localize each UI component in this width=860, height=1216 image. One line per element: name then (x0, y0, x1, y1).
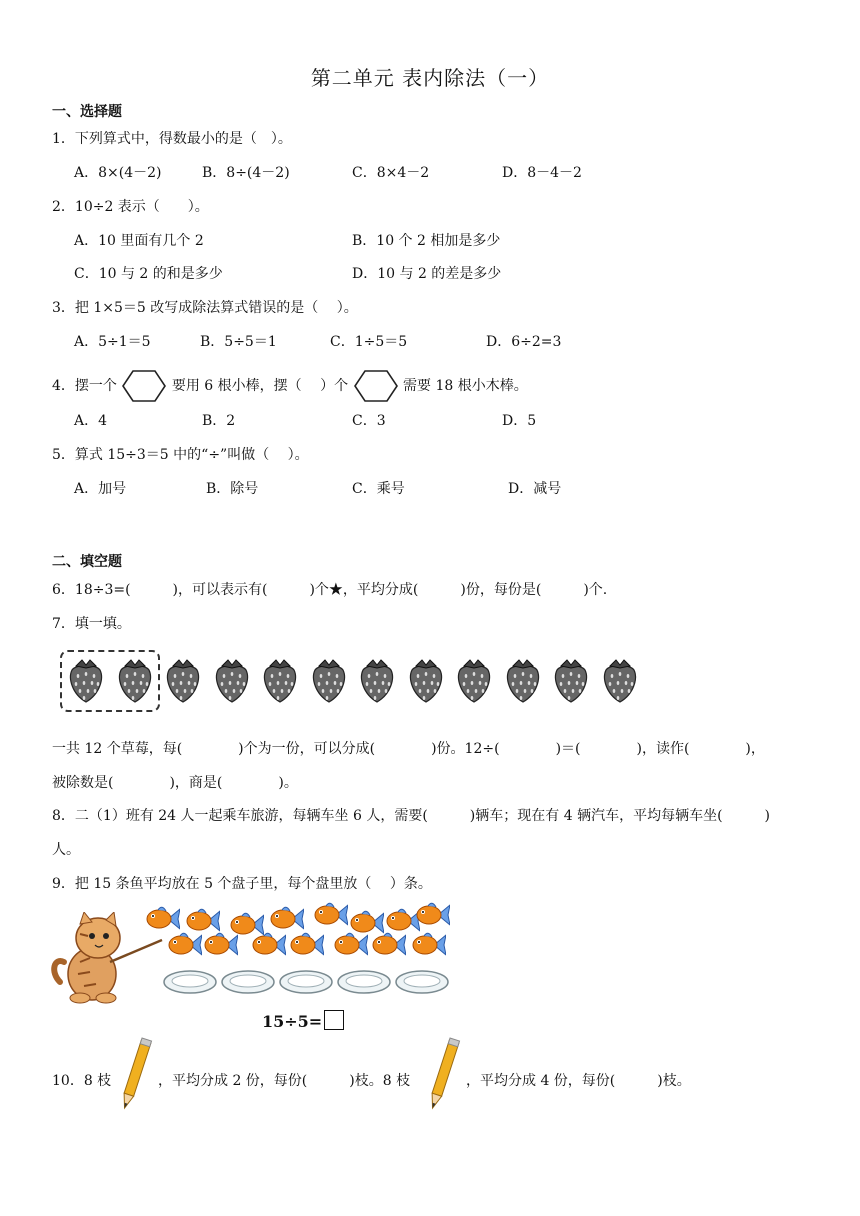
goldfish-icon (416, 900, 450, 930)
question-8-line-1: 8．二（1）班有 24 人一起乘车旅游，每辆车坐 6 人，需要( )辆车；现在有 4 辆汽车，平均每辆车坐( ) (52, 808, 770, 824)
strawberry-icon (212, 656, 252, 704)
strawberry-icon (600, 656, 640, 704)
question-7-line-1: 一共 12 个草莓，每( )个为一份，可以分成( )份。12÷( )＝( )，读作( )， (52, 741, 765, 757)
q4-option-d: D．5 (502, 413, 537, 429)
question-10 (52, 1070, 111, 1090)
strawberry-row (58, 650, 658, 712)
q4-option-c: C．3 (352, 413, 386, 429)
q5-option-c: C．乘号 (352, 481, 405, 497)
q5-option-a: A．加号 (74, 481, 127, 497)
q1-option-b: B．8÷(4－2) (202, 165, 290, 181)
q4-option-a: A．4 (74, 413, 108, 429)
q3-option-a: A．5÷1＝5 (74, 334, 151, 350)
strawberry-icon (260, 656, 300, 704)
strawberry-icon (309, 656, 349, 704)
strawberry-icon (163, 656, 203, 704)
question-8-line-2: 人。 (52, 842, 80, 858)
strawberry-icon (357, 656, 397, 704)
plate-icon (220, 968, 276, 996)
plate-icon (162, 968, 218, 996)
q2-option-d: D．10 与 2 的差是多少 (352, 266, 502, 282)
plate-icon (336, 968, 392, 996)
q2-option-b: B．10 个 2 相加是多少 (352, 233, 501, 249)
question-10-end: ，平均分成 4 份，每份( )枝。 (466, 1073, 691, 1089)
q2-option-a: A．10 里面有几个 2 (74, 233, 204, 249)
page-title: 第二单元 表内除法（一） (310, 66, 550, 90)
strawberry-icon (115, 656, 155, 704)
q3-option-c: C．1÷5＝5 (330, 334, 408, 350)
q3-option-b: B．5÷5＝1 (200, 334, 277, 350)
strawberry-icon (66, 656, 106, 704)
q4-text-1: 4．摆一个 (52, 378, 117, 394)
q1-option-d: D．8－4－2 (502, 165, 582, 181)
goldfish-icon (334, 930, 368, 960)
q3-option-d: D．6÷2=3 (486, 334, 562, 350)
q10-text-1: 10．8 枝 (52, 1073, 112, 1089)
goldfish-icon (168, 930, 202, 960)
question-3: 3．把 1×5＝5 改写成除法算式错误的是（ ）。 (52, 300, 358, 316)
question-2: 2．10÷2 表示（ ）。 (52, 199, 209, 215)
goldfish-icon (204, 930, 238, 960)
goldfish-icon (372, 930, 406, 960)
question-9: 9．把 15 条鱼平均放在 5 个盘子里，每个盘里放（ ）条。 (52, 876, 432, 892)
q4-text-3: 需要 18 根小木棒。 (403, 378, 528, 394)
question-7-line-2: 被除数是( )，商是( )。 (52, 775, 298, 791)
pencil-icon (424, 1036, 464, 1116)
question-6: 6．18÷3=( )，可以表示有( )个★，平均分成( )份，每份是( )个. (52, 582, 608, 598)
question-10-middle: ，平均分成 2 份，每份( )枝。8 枝 (158, 1073, 411, 1089)
goldfish-icon (314, 900, 348, 930)
question-7: 7．填一填。 (52, 616, 131, 632)
hexagon-icon (353, 369, 399, 403)
section-heading-fill: 二、填空题 (52, 554, 122, 570)
plate-row (162, 968, 462, 998)
q5-option-b: B．除号 (206, 481, 259, 497)
goldfish-icon (290, 930, 324, 960)
q2-option-c: C．10 与 2 的和是多少 (74, 266, 223, 282)
answer-box[interactable] (324, 1010, 344, 1030)
question-1: 1．下列算式中，得数最小的是（ ）。 (52, 131, 292, 147)
question-4 (52, 369, 528, 403)
q1-option-c: C．8×4－2 (352, 165, 430, 181)
q1-option-a: A．8×(4－2) (74, 165, 162, 181)
q9-equation (262, 1010, 344, 1031)
section-heading-choice: 一、选择题 (52, 104, 122, 120)
plate-icon (394, 968, 450, 996)
q4-text-2: 要用 6 根小棒，摆（ ）个 (171, 378, 349, 394)
pencil-icon (116, 1036, 156, 1116)
plate-icon (278, 968, 334, 996)
hexagon-icon (121, 369, 167, 403)
q9-equation-text: 15÷5= (262, 1012, 323, 1031)
strawberry-icon (551, 656, 591, 704)
q4-option-b: B．2 (202, 413, 236, 429)
q5-option-d: D．减号 (508, 481, 562, 497)
strawberry-icon (503, 656, 543, 704)
question-5: 5．算式 15÷3＝5 中的“÷”叫做（ ）。 (52, 447, 309, 463)
strawberry-icon (406, 656, 446, 704)
goldfish-group (140, 900, 460, 970)
strawberry-icon (454, 656, 494, 704)
goldfish-icon (252, 930, 286, 960)
goldfish-icon (412, 930, 446, 960)
